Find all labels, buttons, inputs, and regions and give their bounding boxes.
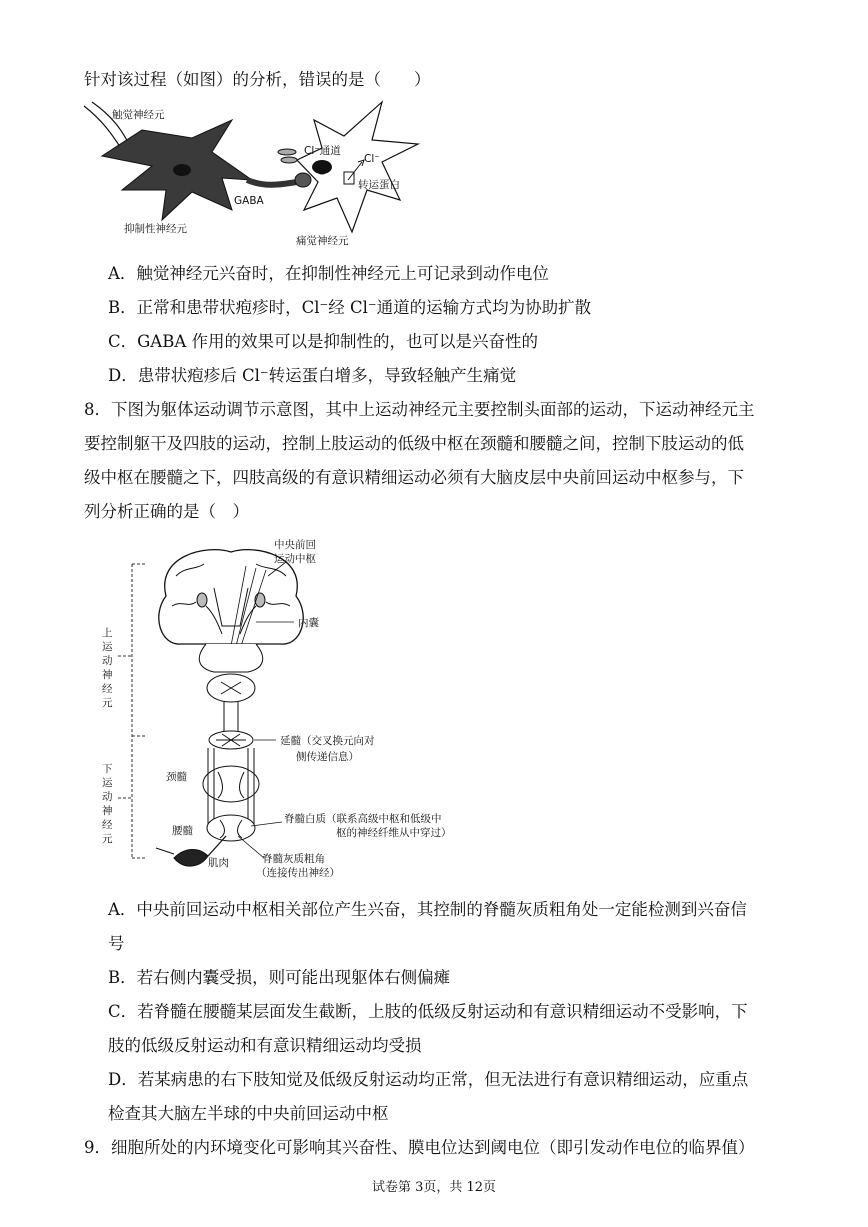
q8-stem-line-1: 8．下图为躯体运动调节示意图，其中上运动神经元主要控制头面部的运动，下运动神经元主 [84,400,755,419]
label-cervical: 颈髓 [166,771,187,783]
q8-motor-pathway-figure [96,536,486,886]
q8-option-a-line-2: 号 [108,934,125,953]
label-pain-neuron: 痛觉神经元 [296,235,349,247]
q8-option-d-line-1: D．若某病患的右下肢知觉及低级反射运动均正常，但无法进行有意识精细运动，应重点 [108,1070,749,1089]
label-upper-motor-text-char: 上 [102,627,113,639]
label-white-matter-1: 脊髓白质（联系高级中枢和低级中 [284,813,442,825]
label-inhibitory-neuron: 抑制性神经元 [124,223,187,235]
label-muscle: 肌肉 [208,857,229,869]
q8-stem-line-3: 级中枢在腰髓之下，四肢高级的有意识精细运动必须有大脑皮层中央前回运动中枢参与，下 [84,468,744,487]
label-lower-motor-text-char: 下 [102,763,113,775]
label-upper-motor-text-char: 经 [102,683,113,695]
q7-option-c: C．GABA 作用的效果可以是抑制性的，也可以是兴奋性的 [108,332,539,351]
label-cl-ion: Cl⁻ [364,153,380,165]
q7-option-d: D．患带状疱疹后 Cl⁻转运蛋白增多，导致轻触产生痛觉 [108,366,517,385]
label-precentral-1: 中央前回 [274,539,316,551]
q8-stem-line-4: 列分析正确的是（ ） [84,502,249,521]
label-gray-horn-1: 脊髓灰质粗角 [262,853,325,865]
label-lower-motor [102,763,113,845]
label-upper-motor-text-char: 动 [102,655,113,667]
q8-option-c-line-1: C．若脊髓在腰髓某层面发生截断，上肢的低级反射运动和有意识精细运动不受影响，下 [108,1002,748,1021]
label-touch-neuron: 触觉神经元 [112,109,165,121]
q8-option-a-line-1: A．中央前回运动中枢相关部位产生兴奋，其控制的脊髓灰质粗角处一定能检测到兴奋信 [108,900,747,919]
label-internal-capsule: 内囊 [298,617,319,629]
label-gaba: GABA [234,195,264,207]
label-lower-motor-text-char: 运 [102,777,113,789]
q8-option-d-line-2: 检查其大脑左半球的中央前回运动中枢 [108,1104,389,1123]
label-transporter: 转运蛋白 [358,179,400,191]
label-lower-motor-text-char: 神 [102,805,113,817]
q9-stem-line-1: 9．细胞所处的内环境变化可影响其兴奋性、膜电位达到阈电位（即引发动作电位的临界值） [84,1138,755,1157]
label-upper-motor-text-char: 神 [102,669,113,681]
label-gray-horn-2: （连接传出神经） [256,867,340,879]
q7-neuron-figure [82,100,422,250]
label-lower-motor-text-char: 经 [102,819,113,831]
label-upper-motor [102,626,113,709]
label-lower-motor-text-char: 动 [102,791,113,803]
label-medulla-1: 延髓（交叉换元向对 [280,735,375,747]
label-white-matter-2: 枢的神经纤维从中穿过） [336,827,452,839]
q7-option-b: B．正常和患带状疱疹时，Cl⁻经 Cl⁻通道的运输方式均为协助扩散 [108,298,592,317]
page-footer: 试卷第 3页，共 12页 [371,1180,497,1195]
label-upper-motor-text-char: 元 [102,697,113,709]
label-upper-motor-text-char: 运 [102,641,113,653]
label-precentral-2: 运动中枢 [274,553,316,565]
q7-stem: 针对该过程（如图）的分析，错误的是（ ） [84,70,431,89]
label-lumbar: 腰髓 [172,825,193,837]
label-cl-channel: Cl⁻通道 [304,145,341,157]
q8-option-b: B．若右侧内囊受损，则可能出现躯体右侧偏瘫 [108,968,451,987]
label-medulla-2: 侧传递信息） [296,751,359,763]
q8-stem-line-2: 要控制躯干及四肢的运动，控制上肢运动的低级中枢在颈髓和腰髓之间，控制下肢运动的低 [84,434,744,453]
q8-option-c-line-2: 肢的低级反射运动和有意识精细运动均受损 [108,1036,422,1055]
label-lower-motor-text-char: 元 [102,833,113,845]
q7-option-a: A．触觉神经元兴奋时，在抑制性神经元上可记录到动作电位 [108,264,549,283]
